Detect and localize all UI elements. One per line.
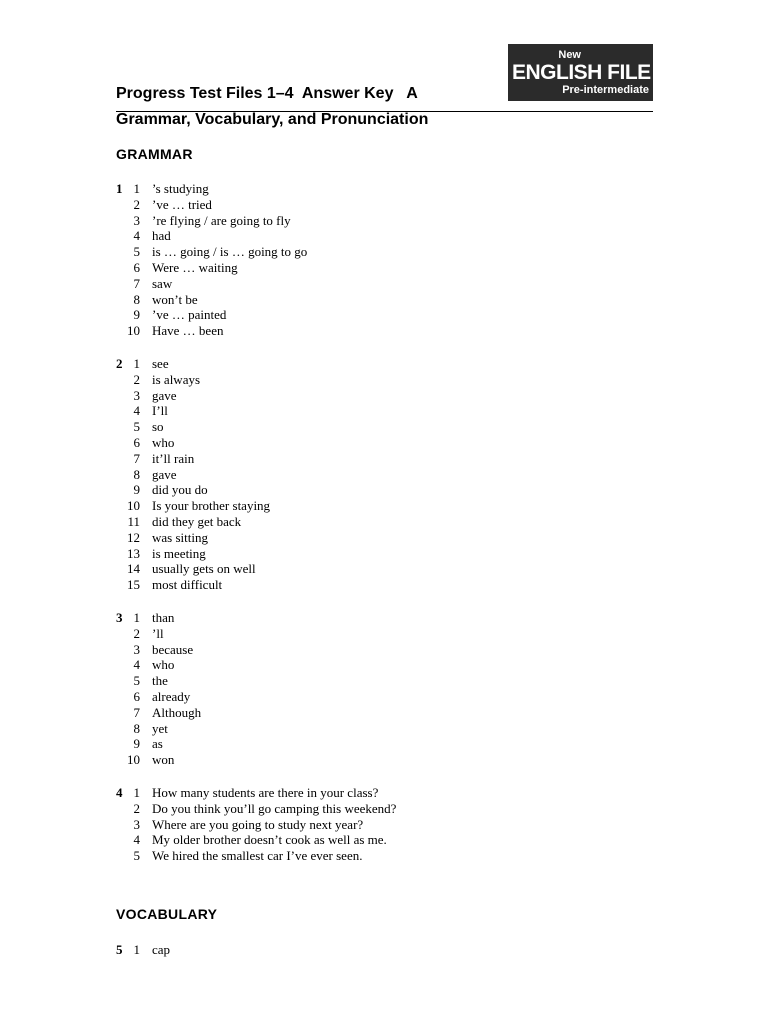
exercise-4 (0, 785, 700, 864)
exercise-number: 3 (116, 610, 123, 625)
answer-text: ’ve … tried (152, 196, 212, 212)
answer-text: so (152, 419, 164, 435)
item-number: 1 (133, 356, 140, 371)
item-number: 15 (127, 577, 140, 593)
item-number: 2 (133, 625, 140, 641)
answer-row (0, 626, 700, 642)
answer-text: did you do (152, 482, 208, 498)
item-number: 6 (133, 259, 140, 275)
answer-text: than (152, 610, 175, 625)
item-number: 3 (133, 816, 140, 832)
answer-text: who (152, 657, 175, 673)
exercise-3 (0, 610, 700, 768)
item-number: 1 (133, 785, 140, 800)
answer-row (0, 530, 700, 546)
exercise-number: 4 (116, 785, 123, 800)
item-number: 3 (133, 641, 140, 657)
logo-line-1: New (558, 49, 581, 61)
item-number: 2 (133, 800, 140, 816)
answer-row (0, 307, 700, 323)
answer-text: How many students are there in your class? (152, 785, 379, 800)
answer-row (0, 642, 700, 658)
answer-row (0, 689, 700, 705)
answer-text: yet (152, 720, 168, 736)
item-number: 1 (133, 942, 140, 957)
answer-row (0, 292, 700, 308)
answer-row (0, 785, 700, 801)
answer-text: Were … waiting (152, 259, 238, 275)
page-subtitle: Grammar, Vocabulary, and Pronunciation (116, 111, 429, 128)
answer-row (0, 213, 700, 229)
answer-text: who (152, 434, 175, 450)
exercise-number: 5 (116, 942, 123, 957)
answer-text: see (152, 356, 169, 371)
answer-row (0, 372, 700, 388)
item-number: 6 (133, 688, 140, 704)
answer-text: We hired the smallest car I’ve ever seen. (152, 848, 363, 864)
answer-text: is meeting (152, 545, 206, 561)
answer-row (0, 356, 700, 372)
item-number: 3 (133, 387, 140, 403)
item-number: 7 (133, 275, 140, 291)
item-number: 4 (133, 403, 140, 419)
answer-text: ’re flying / are going to fly (152, 212, 291, 228)
answer-text: Have … been (152, 323, 224, 339)
item-number: 5 (133, 848, 140, 864)
answer-row (0, 657, 700, 673)
answer-row (0, 610, 700, 626)
answer-row (0, 435, 700, 451)
item-number: 7 (133, 704, 140, 720)
answer-text: My older brother doesn’t cook as well as me. (152, 832, 387, 848)
item-number: 9 (133, 307, 140, 323)
answer-row (0, 848, 700, 864)
item-number: 9 (133, 736, 140, 752)
answer-text: cap (152, 942, 171, 957)
item-number: 5 (133, 673, 140, 689)
answer-text: Is your brother staying (152, 498, 271, 514)
answer-row (0, 752, 700, 768)
answer-text: is … going / is … going to go (152, 244, 308, 260)
answer-row (0, 276, 700, 292)
answer-text: the (152, 673, 168, 689)
answer-row (0, 403, 700, 419)
answer-row (0, 514, 700, 530)
item-number: 8 (133, 291, 140, 307)
answer-text: I’ll (152, 403, 168, 419)
answer-text: ’ve … painted (152, 307, 227, 323)
item-number: 1 (133, 610, 140, 625)
answer-text: gave (152, 387, 177, 403)
exercise-5 (0, 942, 700, 958)
answer-text: ’ll (152, 625, 164, 641)
answer-text: as (152, 736, 163, 752)
exercise-number: 2 (116, 356, 123, 371)
answer-row (0, 705, 700, 721)
item-number: 12 (127, 529, 140, 545)
answer-text: saw (152, 275, 173, 291)
item-number: 2 (133, 371, 140, 387)
section-heading-vocabulary: VOCABULARY (116, 906, 218, 922)
answer-text: gave (152, 466, 177, 482)
exercise-number: 1 (116, 181, 123, 196)
english-file-logo (508, 44, 653, 101)
item-number: 4 (133, 657, 140, 673)
answer-row (0, 942, 700, 958)
answer-text: because (152, 641, 194, 657)
exercise-2 (0, 356, 700, 593)
item-number: 1 (133, 181, 140, 196)
answer-text: Although (152, 704, 202, 720)
answer-text: most difficult (152, 577, 223, 593)
answer-row (0, 832, 700, 848)
exercise-1 (0, 181, 700, 339)
answer-text: is always (152, 371, 201, 387)
answer-text: Where are you going to study next year? (152, 816, 364, 832)
item-number: 10 (127, 752, 140, 768)
item-number: 8 (133, 466, 140, 482)
answer-text: already (152, 688, 191, 704)
answer-row (0, 197, 700, 213)
item-number: 10 (127, 323, 140, 339)
answer-row (0, 801, 700, 817)
answer-row (0, 673, 700, 689)
answer-row (0, 736, 700, 752)
answer-row (0, 467, 700, 483)
answer-row (0, 577, 700, 593)
answer-text: did they get back (152, 513, 242, 529)
item-number: 3 (133, 212, 140, 228)
item-number: 9 (133, 482, 140, 498)
answer-row (0, 181, 700, 197)
answer-text: won’t be (152, 291, 198, 307)
answer-row (0, 561, 700, 577)
answer-text: had (152, 228, 171, 244)
answer-row (0, 228, 700, 244)
item-number: 4 (133, 228, 140, 244)
answer-text: ’s studying (152, 181, 209, 196)
answer-text: Do you think you’ll go camping this weekend? (152, 800, 397, 816)
item-number: 14 (127, 561, 140, 577)
answer-row (0, 451, 700, 467)
answer-row (0, 546, 700, 562)
item-number: 13 (127, 545, 140, 561)
item-number: 7 (133, 450, 140, 466)
answer-text: it’ll rain (152, 450, 195, 466)
answer-row (0, 721, 700, 737)
item-number: 2 (133, 196, 140, 212)
answer-row (0, 498, 700, 514)
item-number: 5 (133, 419, 140, 435)
item-number: 8 (133, 720, 140, 736)
logo-line-3: Pre-intermediate (562, 84, 649, 96)
answer-row (0, 482, 700, 498)
answer-row (0, 323, 700, 339)
logo-line-2: ENGLISH FILE (512, 61, 651, 84)
item-number: 11 (127, 513, 140, 529)
item-number: 4 (133, 832, 140, 848)
answer-row (0, 244, 700, 260)
answer-text: usually gets on well (152, 561, 256, 577)
item-number: 5 (133, 244, 140, 260)
item-number: 6 (133, 434, 140, 450)
answer-text: won (152, 752, 175, 768)
answer-row (0, 419, 700, 435)
answer-row (0, 388, 700, 404)
answer-row (0, 260, 700, 276)
section-heading-grammar: GRAMMAR (116, 146, 193, 162)
page-title: Progress Test Files 1–4 Answer Key A (116, 85, 418, 102)
answer-text: was sitting (152, 529, 208, 545)
answer-row (0, 817, 700, 833)
item-number: 10 (127, 498, 140, 514)
